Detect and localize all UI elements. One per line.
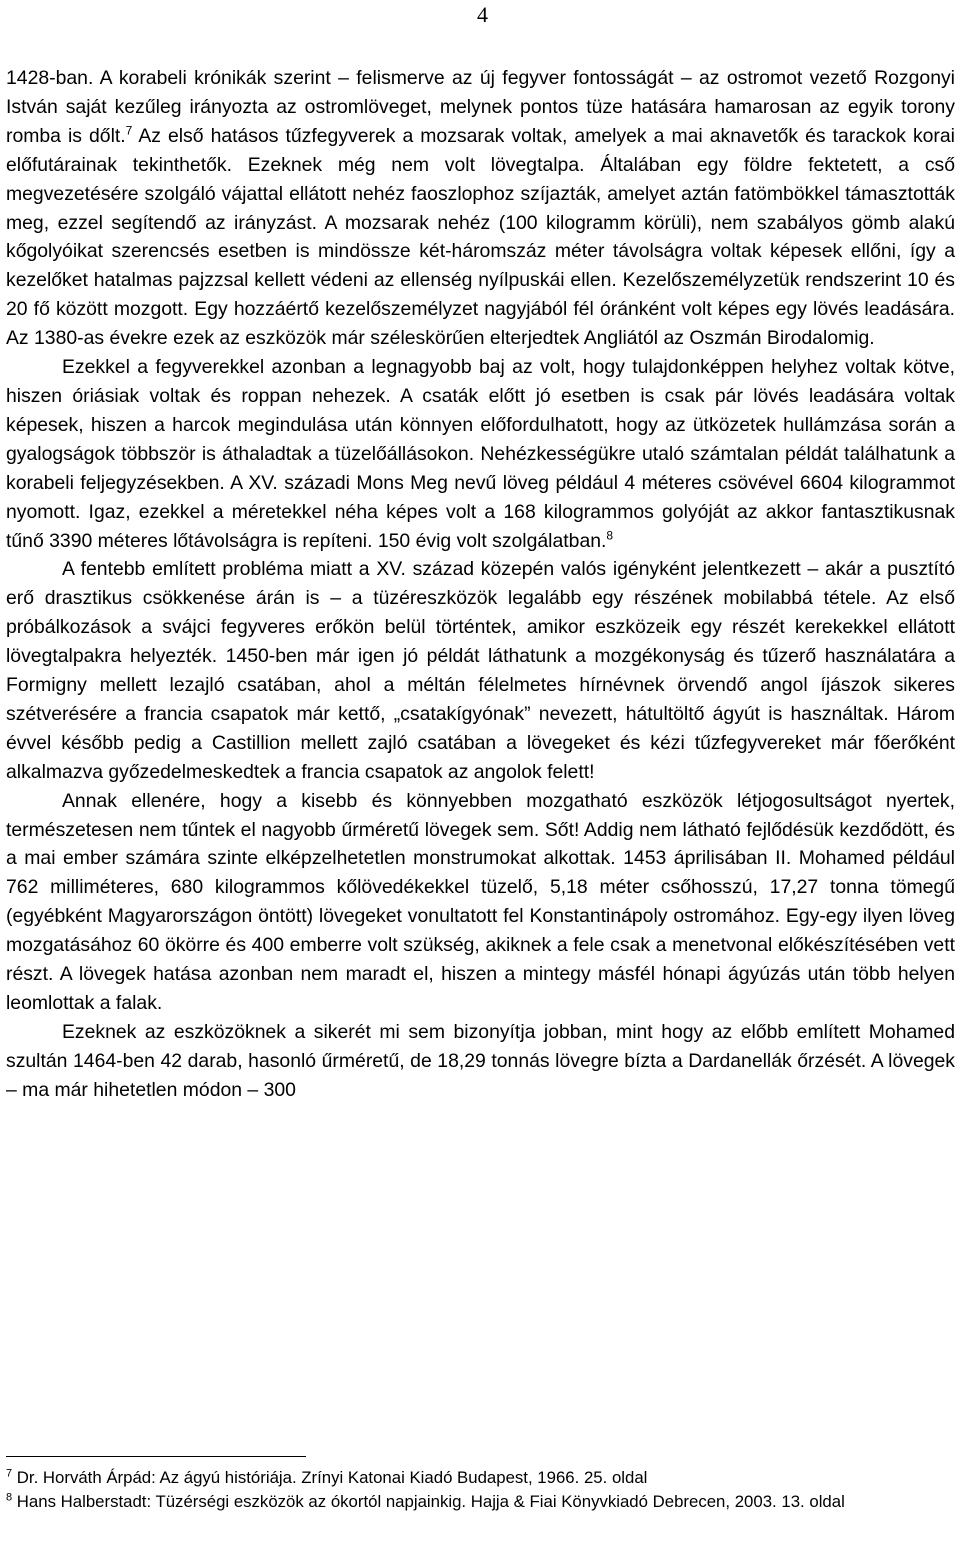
footnote-number: 7 — [6, 1467, 13, 1480]
body-text — [6, 64, 955, 1105]
footnote-text: Dr. Horváth Árpád: Az ágyú históriája. Zrínyi Katonai Kiadó Budapest, 1966. 25. oldal — [16, 1468, 648, 1487]
paragraph-5 — [6, 1018, 955, 1105]
page-number: 4 — [477, 2, 488, 27]
paragraph-text: Ezeknek az eszközöknek a sikerét mi sem bizonyítja jobban, mint hogy az előbb említett Mohamed szultán 1464-ben 42 darab, hasonló űrméretű, de 18,29 tonnás lövegre bízta a Dardanellák őrzését. A lövegek – ma már hihetetlen módon – 300 — [6, 1020, 955, 1101]
footnote-number: 8 — [6, 1491, 13, 1504]
paragraph-3 — [6, 555, 955, 786]
footnotes — [6, 1466, 955, 1514]
paragraph-text: Annak ellenére, hogy a kisebb és könnyebben mozgatható eszközök létjogosultságot nyertek, természetesen nem tűntek el nagyobb űrméretű lövegek sem. Sőt! Addig nem látható fejlődésük kezdődött, és a mai ember számára szinte elképzelhetetlen monstrumokat alkottak. 1453 áprilisában II. Mohamed például 762 milliméteres, 680 kilogrammos kőlövedékekkel tüzelő, 5,18 méter csőhosszú, 17,27 tonna tömegű (egyébként Magyarországon öntött) lövegeket vonultatott fel Konstantinápoly ostromához. Egy-egy ilyen löveg mozgatásához 60 ökörre és 400 emberre volt szükség, akiknek a fele csak a menetvonal előkészítésében vett részt. A lövegek hatása azonban nem maradt el, hiszen a mintegy másfél hónapi ágyúzás után több helyen leomlottak a falak. — [6, 789, 955, 1014]
paragraph-4 — [6, 787, 955, 1018]
footnote-ref-7[interactable]: 7 — [125, 123, 133, 138]
paragraph-text: A fentebb említett probléma miatt a XV. század közepén valós igényként jelentkezett – akár a pusztító erő drasztikus csökkenése árán is – a tüzéreszközök legalább egy részének mobilabbá tétele. Az első próbálkozások a svájci fegyveres erőkön belül történtek, amikor eszközeik egy részét kerekekkel ellátott lövegtalpakra helyezték. 1450-ben már igen jó példát láthatunk a mozgékonyság és tűzerő használatára a Formigny mellett lezajló csatában, ahol a méltán félelmetes hírnévnek örvendő angol íjászok sikeres szétverésére a francia csapatok már kettő, „csatakígyónak” nevezett, hátultöltő ágyút is használtak. Három évvel később pedig a Castillion mellett zajló csatában a lövegeket és kézi tűzfegyvereket már főerőként alkalmazva győzedelmeskedtek a francia csapatok az angolok felett! — [6, 558, 955, 783]
paragraph-1 — [6, 64, 955, 353]
footnote-8 — [6, 1490, 955, 1514]
paragraph-text: 1428-ban. A korabeli krónikák szerint – felismerve az új fegyver fontosságát – az ostromot vezető Rozgonyi István saját kezűleg irányozta az ostromlöveget, melynek pontos tüze hatására hamarosan az egyik torony romba is dőlt. — [6, 67, 955, 147]
footnote-separator — [6, 1456, 306, 1457]
paragraph-2 — [6, 353, 955, 555]
paragraph-text: Az első hatásos tűzfegyverek a mozsarak voltak, amelyek a mai aknavetők és tarackok korai előfutárainak tekinthetők. Ezeknek még nem volt lövegtalpa. Általában egy földre fektetett, a cső megvezetésére szolgáló vájattal ellátott nehéz faoszlophoz szíjazták, amelyet aztán fatömbökkel támasztották meg, ezzel segítendő az irányzást. A mozsarak nehéz (100 kilogramm körüli), nem szabályos gömb alakú kőgolyóikat szerencsés esetben is mindössze két-háromszáz méter távolságra voltak képesek ellőni, így a kezelőket hatalmas pajzzsal kellett védeni az ellenség nyílpuskái ellen. Kezelőszemélyzetük rendszerint 10 és 20 fő között mozgott. Egy hozzáértő kezelőszemélyzet nagyjából fél óránként volt képes egy lövés leadására. Az 1380-as évekre ezek az eszközök már széleskörűen elterjedtek Angliától az Oszmán Birodalomig. — [6, 124, 955, 350]
footnote-7 — [6, 1466, 955, 1490]
paragraph-text: Ezekkel a fegyverekkel azonban a legnagyobb baj az volt, hogy tulajdonképpen helyhez voltak kötve, hiszen óriásiak voltak és roppan nehezek. A csaták előtt jó esetben is csak pár lövés leadására voltak képesek, hiszen a harcok megindulása után könnyen előfordulhatott, hogy az ütközetek hullámzása során a gyalogságok többször is áthaladtak a tüzelőállásokon. Nehézkességükre utaló számtalan példát találhatunk a korabeli feljegyzésekben. A XV. századi Mons Meg nevű löveg például 4 méteres csövével 6604 kilogrammot nyomott. Igaz, ezekkel a méretekkel néha képes volt a 168 kilogrammos golyóját az akkor fantasztikusnak tűnő 3390 méteres lőtávolságra is repíteni. 150 évig volt szolgálatban. — [6, 356, 955, 552]
footnote-ref-8[interactable]: 8 — [606, 528, 614, 543]
footnote-text: Hans Halberstadt: Tüzérségi eszközök az ókortól napjainkig. Hajja & Fiai Könyvkiadó Debrecen, 2003. 13. oldal — [16, 1491, 845, 1511]
